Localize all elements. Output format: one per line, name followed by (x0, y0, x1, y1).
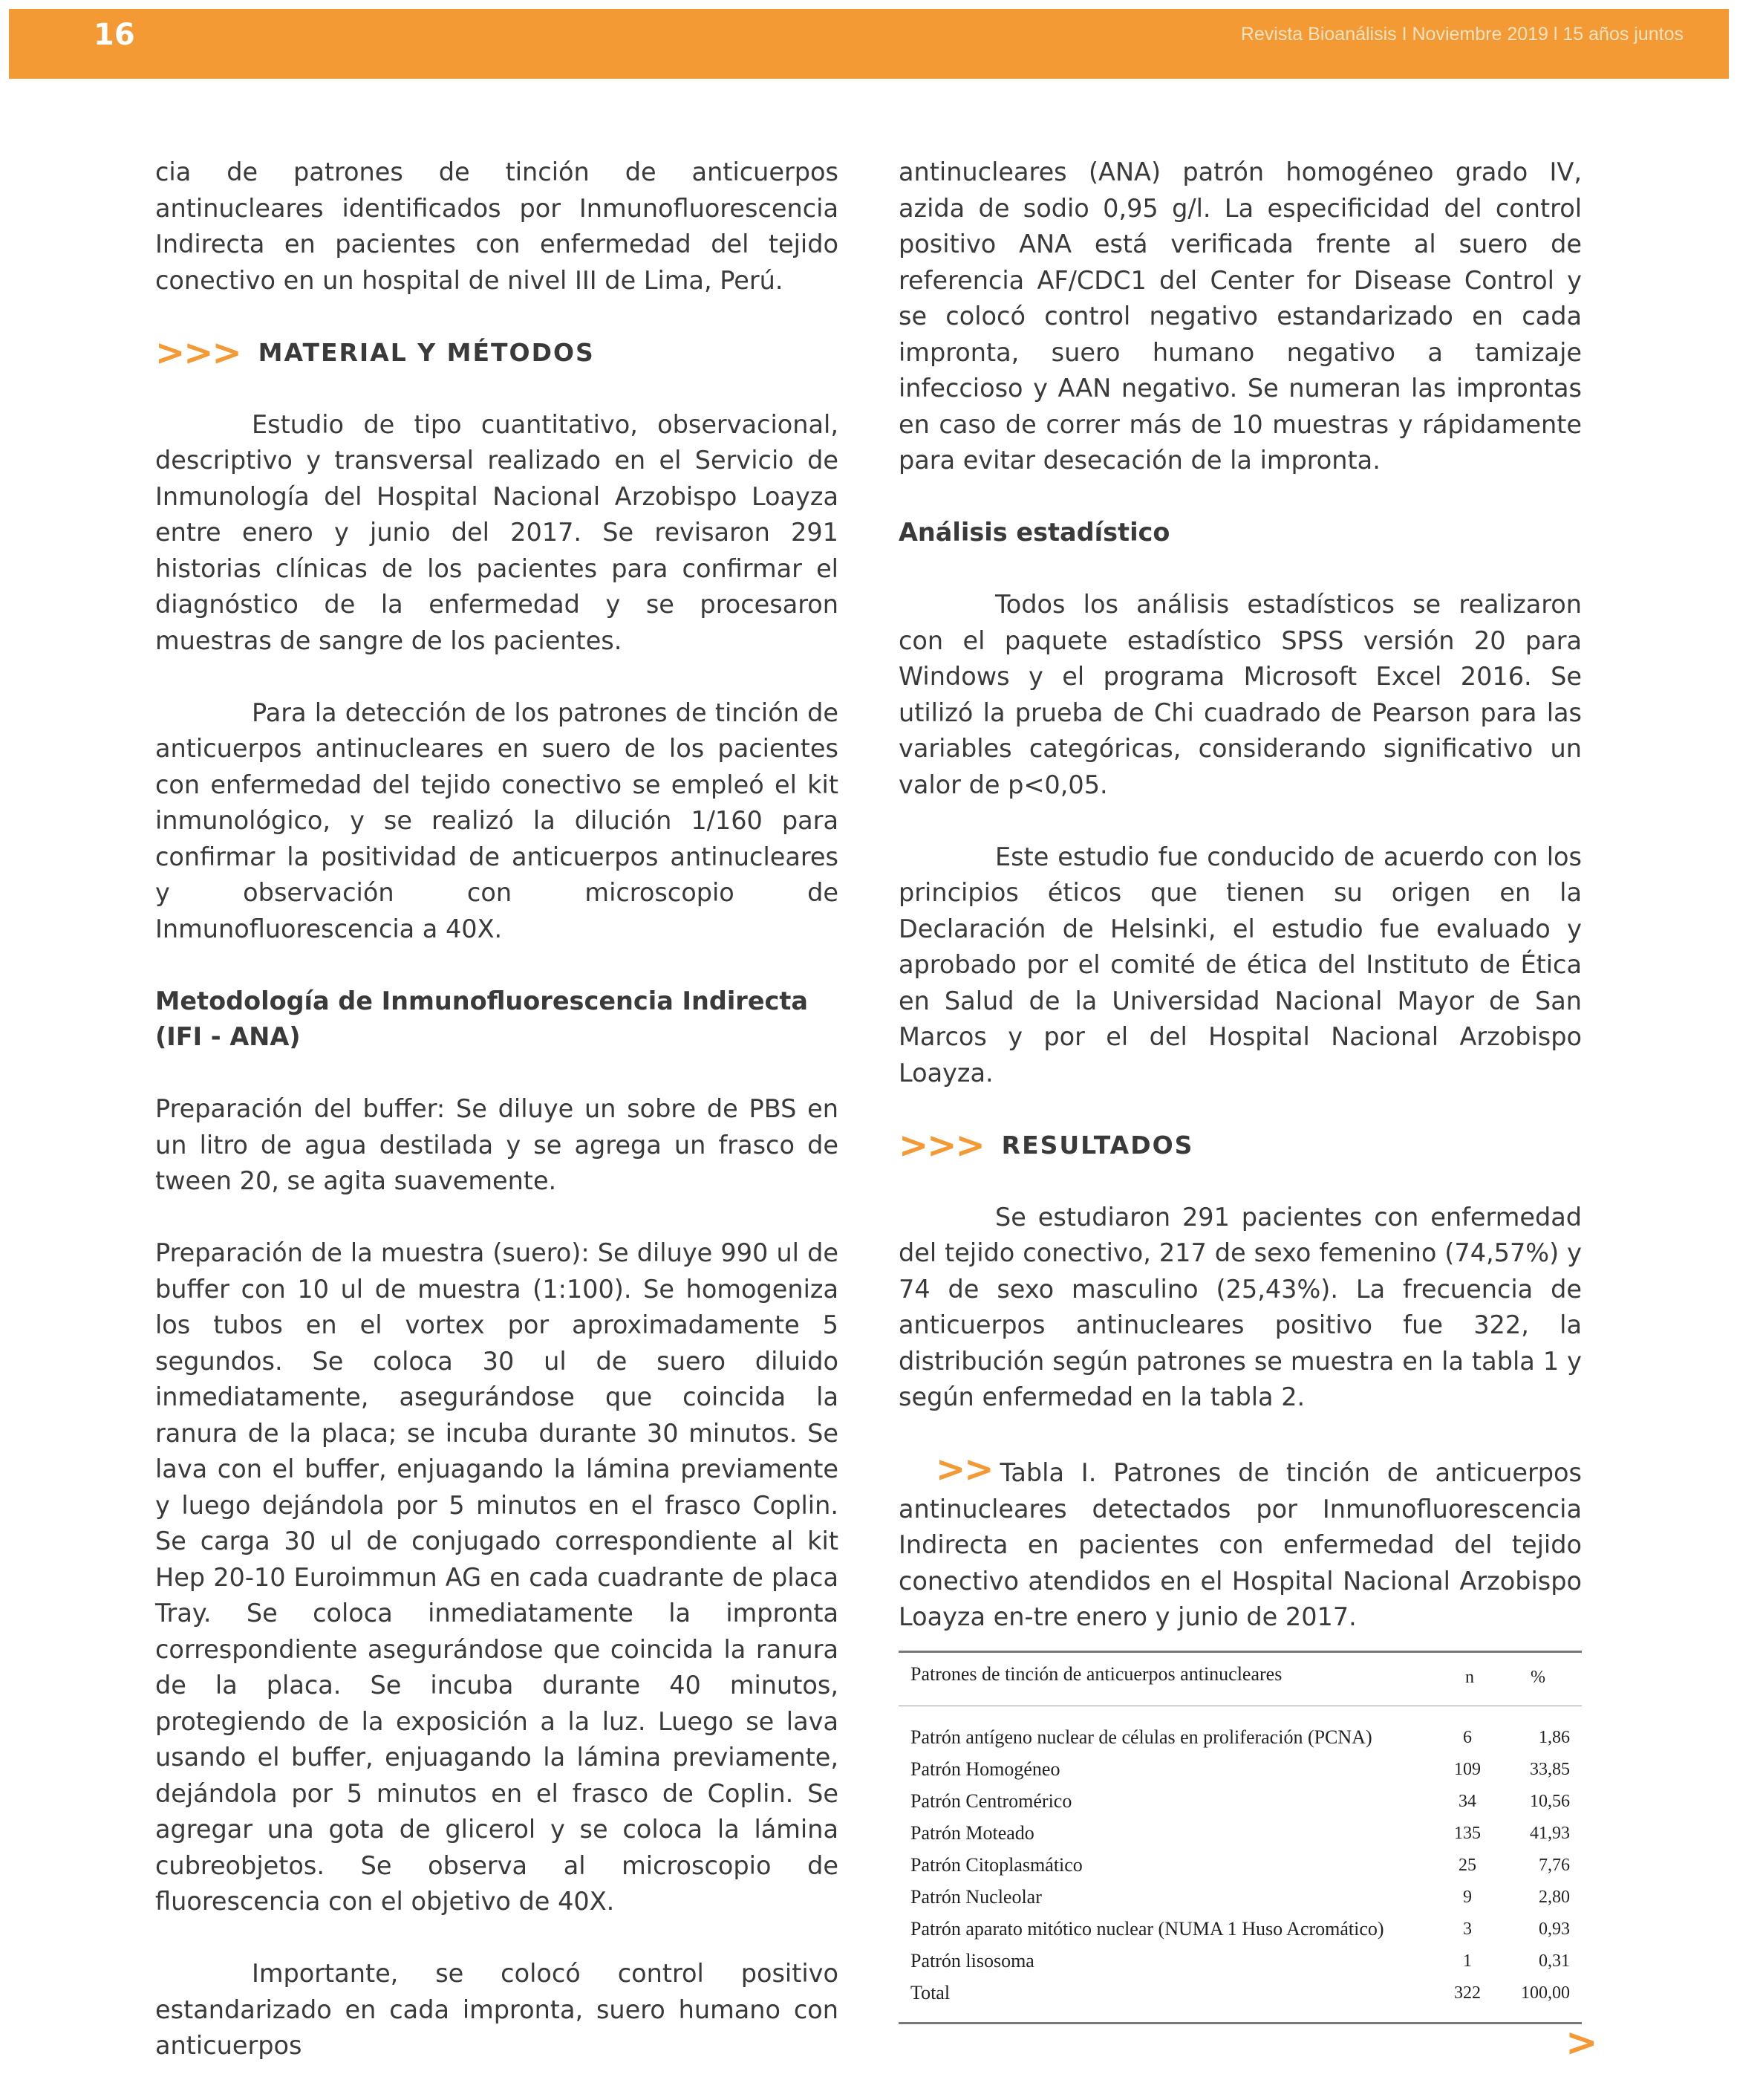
methods-paragraph-2: Para la detección de los patrones de tinción de anticuerpos antinucleares en suero de los pacientes con enfermedad del tejido conectivo se empleó el kit inmunológico, y se realizó la dilución 1/160 para confirmar la positividad de anticuerpos antinucleares y observación con microscopio de Inmunofluorescencia a 40X. (155, 698, 838, 943)
table-row (899, 1945, 1582, 1977)
table-caption (899, 1449, 1582, 1636)
left-column (155, 155, 838, 2100)
section-heading-methods (155, 331, 838, 374)
percent-cell: 7,76 (1539, 1855, 1570, 1875)
percent-cell: 0,31 (1539, 1951, 1570, 1971)
header-percent: % (1490, 1651, 1582, 1706)
n-cell: 109 (1454, 1759, 1481, 1779)
section-title: RESULTADOS (1001, 1131, 1194, 1160)
patterns-table (899, 1651, 1582, 2024)
table-row-total (899, 1977, 1582, 2023)
table-caption-text: Tabla I. Patrones de tinción de anticuerpos antinucleares detectados por Inmunofluorescencia Indirecta en pacientes con enfermedad del tejido conectivo atendidos en el Hospital Nacional Arzobispo Loayza en-tre enero y junio de 2017. (899, 1458, 1582, 1631)
n-cell: 6 (1463, 1727, 1472, 1747)
subheading-ifi: Metodología de Inmunofluorescencia Indirecta (IFI - ANA) (155, 986, 809, 1051)
table-header-row (899, 1651, 1582, 1706)
stats-paragraph: Todos los análisis estadísticos se realizaron con el paquete estadístico SPSS versión 20 para Windows y el programa Microsoft Excel 2016. Se utilizó la prueba de Chi cuadrado de Pearson para las variables categóricas, considerando significativo un valor de p<0,05. (899, 590, 1582, 799)
pattern-cell: Patrón Moteado (910, 1822, 1034, 1844)
n-cell: 25 (1459, 1855, 1476, 1875)
control-continuation-paragraph: antinucleares (ANA) patrón homogéneo grado IV, azida de sodio 0,95 g/l. La especificidad del control positivo ANA está verificada frente al suero de referencia AF/CDC1 del Center for Disease Control y se colocó control negativo estandarizado en cada impronta, suero humano negativo a tamizaje infeccioso y AAN negativo. Se numeran las improntas en caso de correr más de 10 muestras y rápidamente para evitar desecación de la impronta. (899, 157, 1582, 475)
section-title: MATERIAL Y MÉTODOS (258, 338, 595, 368)
percent-cell: 100,00 (1490, 1977, 1582, 2023)
n-cell: 9 (1463, 1887, 1472, 1907)
percent-cell: 10,56 (1530, 1791, 1570, 1811)
n-cell: 322 (1445, 1977, 1490, 2023)
n-cell: 135 (1454, 1823, 1481, 1843)
table-row (899, 1786, 1582, 1818)
pattern-cell: Patrón Citoplasmático (910, 1854, 1083, 1876)
triple-chevron-icon: >>> (899, 1124, 984, 1166)
table-row (899, 1914, 1582, 1945)
percent-cell: 41,93 (1530, 1823, 1570, 1843)
methods-paragraph-1: Estudio de tipo cuantitativo, observacional, descriptivo y transversal realizado en el Servicio de Inmunología del Hospital Nacional Arzobispo Loayza entre enero y junio del 2017. Se revisaron 291 historias clínicas de los pacientes para confirmar el diagnóstico de la enfermedad y se procesaron muestras de sangre de los pacientes. (155, 409, 838, 655)
subheading-stats: Análisis estadístico (899, 518, 1170, 547)
percent-cell: 33,85 (1530, 1759, 1570, 1779)
header-n: n (1445, 1651, 1490, 1706)
n-cell: 1 (1463, 1951, 1472, 1971)
n-cell: 3 (1463, 1919, 1472, 1939)
page-number: 16 (94, 18, 135, 52)
intro-paragraph: cia de patrones de tinción de anticuerpos antinucleares identificados por Inmunofluorescencia Indirecta en pacientes con enfermedad del tejido conectivo en un hospital de nivel III de Lima, Perú. (155, 157, 838, 295)
table-row (899, 1754, 1582, 1786)
section-heading-results (899, 1124, 1582, 1166)
pattern-cell: Total (899, 1977, 1445, 2023)
journal-title: Revista Bioanálisis I Noviembre 2019 l 15 años juntos (1240, 24, 1684, 45)
table-row (899, 1882, 1582, 1914)
results-paragraph: Se estudiaron 291 pacientes con enfermedad del tejido conectivo, 217 de sexo femenino (74,57%) y 74 de sexo masculino (25,43%). La frecuencia de anticuerpos antinucleares positivo fue 322, la distribución según patrones se muestra en la tabla 1 y según enfermedad en la tabla 2. (899, 1202, 1582, 1411)
percent-cell: 2,80 (1539, 1887, 1570, 1907)
n-cell: 34 (1459, 1791, 1476, 1811)
buffer-paragraph: Preparación del buffer: Se diluye un sobre de PBS en un litro de agua destilada y se agrega un frasco de tween 20, se agita suavemente. (155, 1094, 838, 1195)
table-row (899, 1818, 1582, 1850)
control-paragraph: Importante, se colocó control positivo estandarizado en cada impronta, suero humano con anticuerpos (155, 1959, 838, 2060)
percent-cell: 0,93 (1539, 1919, 1570, 1939)
table-row (899, 1850, 1582, 1882)
pattern-cell: Patrón Nucleolar (910, 1886, 1042, 1908)
triple-chevron-icon: >>> (155, 331, 241, 374)
pattern-cell: Patrón lisosoma (910, 1950, 1034, 1971)
right-column (899, 155, 1582, 2024)
pattern-cell: Patrón Homogéneo (910, 1758, 1060, 1780)
header-pattern: Patrones de tinción de anticuerpos antinucleares (899, 1651, 1445, 1706)
pattern-cell: Patrón Centromérico (910, 1790, 1072, 1812)
table-row (899, 1706, 1582, 1754)
percent-cell: 1,86 (1539, 1727, 1570, 1747)
double-chevron-icon: >> (936, 1449, 993, 1490)
next-page-chevron-icon: > (1565, 2021, 1598, 2065)
sample-paragraph: Preparación de la muestra (suero): Se diluye 990 ul de buffer con 10 ul de muestra (1:100). Se homogeniza los tubos en el vortex por aproximadamente 5 segundos. Se coloca 30 ul de suero diluido inmediatamente, asegurándose que coincida la ranura de la placa; se incuba durante 30 minutos. Se lava con el buffer, enjuagando la lámina previamente y luego dejándola por 5 minutos en el frasco Coplin. Se carga 30 ul de conjugado correspondiente al kit Hep 20-10 Euroimmun AG en cada cuadrante de placa Tray. Se coloca inmediatamente la impronta correspondiente asegurándose que coincida la ranura de la placa. Se incuba durante 40 minutos, protegiendo de la exposición a la luz. Luego se lava usando el buffer, enjuagando la lámina previamente, dejándola por 5 minutos en el frasco de Coplin. Se agregar una gota de glicerol y se coloca la lámina cubreobjetos. Se observa al microscopio de fluorescencia con el objetivo de 40X. (155, 1238, 838, 1916)
pattern-cell: Patrón aparato mitótico nuclear (NUMA 1 Huso Acromático) (910, 1918, 1384, 1940)
pattern-cell: Patrón antígeno nuclear de células en proliferación (PCNA) (910, 1726, 1372, 1748)
ethics-paragraph: Este estudio fue conducido de acuerdo con los principios éticos que tienen su origen en la Declaración de Helsinki, el estudio fue evaluado y aprobado por el comité de ética del Instituto de Ética en Salud de la Universidad Nacional Mayor de San Marcos y por el del Hospital Nacional Arzobispo Loayza. (899, 842, 1582, 1088)
